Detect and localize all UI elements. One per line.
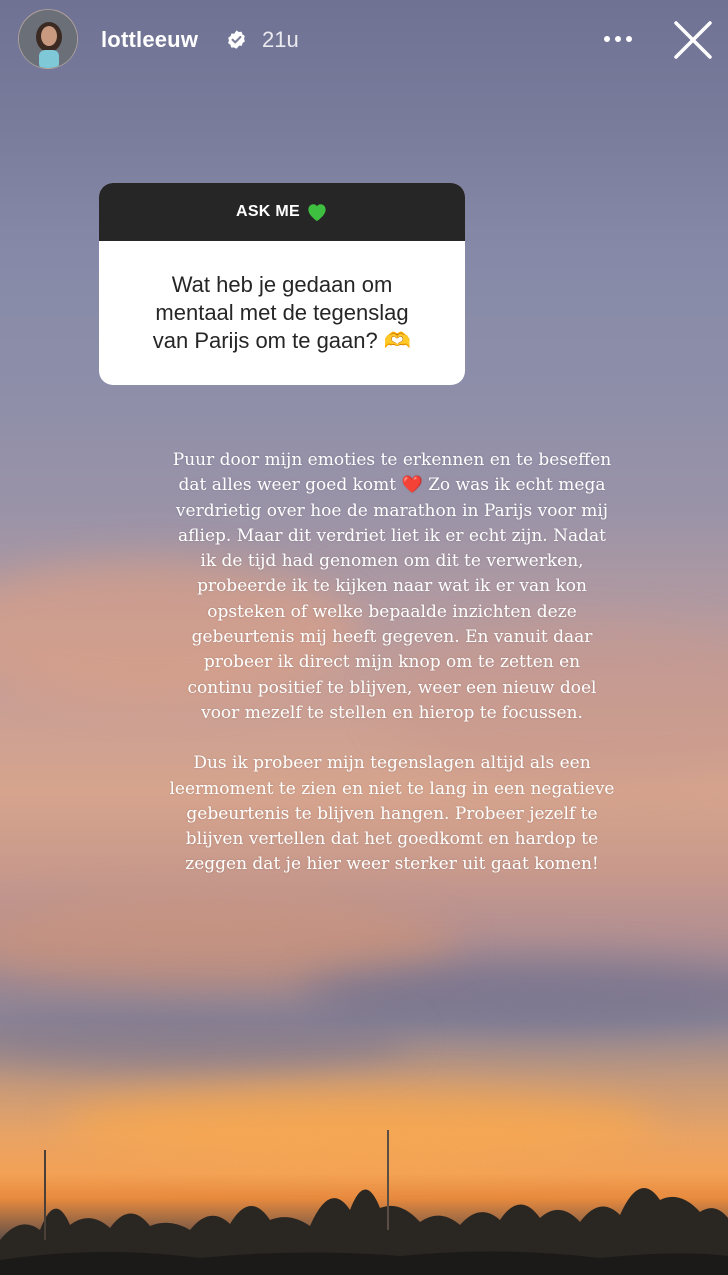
close-icon[interactable] xyxy=(670,17,716,63)
answer-paragraph: Dus ik probeer mijn tegenslagen altijd als een leermoment te zien en niet te lang in een negatieve gebeurtenis te blijven hangen. Probeer jezelf te blijven vertellen dat het goedkomt en hardop te zeggen dat je hier weer sterker uit gaat komen! xyxy=(169,753,615,875)
username[interactable]: lottleeuw xyxy=(101,27,199,52)
more-options-icon[interactable] xyxy=(600,26,636,52)
verified-badge-icon xyxy=(226,29,247,50)
answer-paragraph: Puur door mijn emoties te erkennen en te beseffen dat alles weer goed komt ❤️ Zo was ik echt mega verdrietig over hoe de marathon in Parijs voor mij afliep. Maar dit verdriet liet ik er echt zijn. Nadat ik de tijd had genomen om dit te verwerken, probeerde ik te kijken naar wat ik er van kon opsteken of welke bepaalde inzichten deze gebeurtenis mij heeft gegeven. En vanuit daar probeer ik direct mijn knop om te zetten en continu positief te blijven, weer een nieuw doel voor mezelf te stellen en hierop te focussen. xyxy=(172,450,612,723)
sticker-label: ASK ME xyxy=(235,203,301,220)
tree-silhouette xyxy=(0,1130,728,1275)
green-heart-icon xyxy=(306,202,328,222)
sticker-question: Wat heb je gedaan om mentaal met de tegenslag van Parijs om te gaan? 🫶 xyxy=(152,272,412,353)
cloud-decoration xyxy=(0,1010,410,1070)
story-header xyxy=(0,0,728,80)
sticker-header xyxy=(99,183,465,241)
post-time: 21u xyxy=(262,27,299,52)
answer-text xyxy=(148,448,636,878)
avatar[interactable] xyxy=(18,9,78,69)
cloud-decoration xyxy=(300,960,728,1030)
question-sticker[interactable] xyxy=(99,183,465,385)
